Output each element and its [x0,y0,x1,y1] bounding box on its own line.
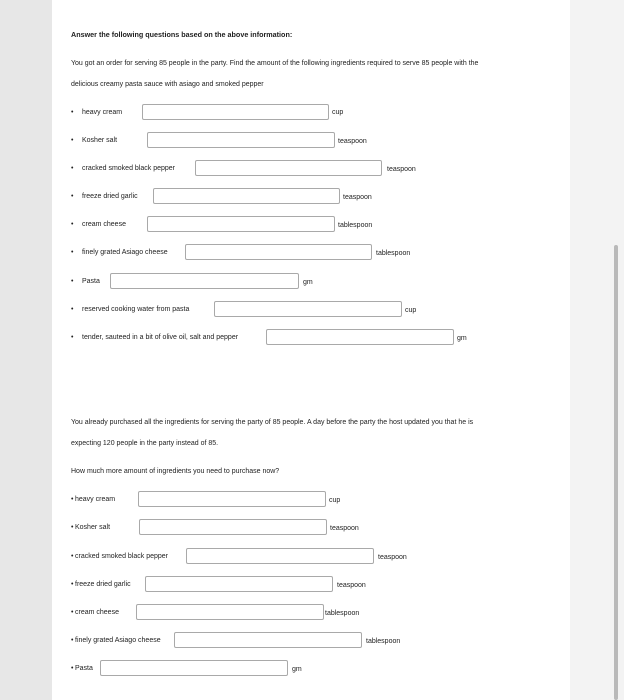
s1-kosher-salt-unit: teaspoon [338,138,367,145]
s2-item-label-garlic: freeze dried garlic [75,581,131,588]
s1-tender-input[interactable] [266,329,454,345]
s1-heavy-cream-input[interactable] [142,104,329,120]
s1-asiago-input[interactable] [185,244,372,260]
s2-cream-cheese-unit: tablespoon [325,610,360,617]
bullet-icon: • [71,334,74,341]
s2-black-pepper-unit: teaspoon [378,554,407,561]
bullet-icon: • [71,637,74,644]
s1-item-label-cooking-water: reserved cooking water from pasta [82,306,190,313]
s2-asiago-unit: tablespoon [366,638,401,645]
s2-black-pepper-input[interactable] [186,548,374,564]
s1-tender-unit: gm [457,335,467,342]
s2-item-label-asiago: finely grated Asiago cheese [75,637,161,644]
bullet-icon: • [71,609,74,616]
s1-asiago-unit: tablespoon [376,250,411,257]
bullet-icon: • [71,306,74,313]
s2-item-label-pasta: Pasta [75,665,93,672]
s2-heavy-cream-unit: cup [329,497,341,504]
s2-item-label-black-pepper: cracked smoked black pepper [75,553,168,560]
s1-item-label-heavy-cream: heavy cream [82,109,123,116]
s2-item-label-kosher-salt: Kosher salt [75,524,111,531]
s1-black-pepper-input[interactable] [195,160,382,176]
bullet-icon: • [71,165,74,172]
s1-garlic-input[interactable] [153,188,340,204]
s2-asiago-input[interactable] [174,632,362,648]
bullet-icon: • [71,553,74,560]
bullet-icon: • [71,193,74,200]
s1-item-label-pasta: Pasta [82,278,100,285]
bullet-icon: • [71,665,74,672]
s1-cooking-water-unit: cup [405,307,417,314]
s1-cream-cheese-unit: tablespoon [338,222,373,229]
bullet-icon: • [71,524,74,531]
s1-item-label-asiago: finely grated Asiago cheese [82,249,168,256]
bullet-icon: • [71,496,74,503]
s1-pasta-input[interactable] [110,273,299,289]
s2-kosher-salt-unit: teaspoon [330,525,359,532]
s1-item-label-garlic: freeze dried garlic [82,193,138,200]
bullet-icon: • [71,109,74,116]
s1-black-pepper-unit: teaspoon [387,166,416,173]
section2-question: How much more amount of ingredients you need to purchase now? [71,468,280,475]
s2-cream-cheese-input[interactable] [136,604,324,620]
s2-garlic-input[interactable] [145,576,333,592]
section2-intro-line2: expecting 120 people in the party instead of 85. [71,440,219,447]
s1-kosher-salt-input[interactable] [147,132,335,148]
s2-pasta-input[interactable] [100,660,288,676]
s1-item-label-black-pepper: cracked smoked black pepper [82,165,175,172]
bullet-icon: • [71,221,74,228]
bullet-icon: • [71,249,74,256]
s1-heavy-cream-unit: cup [332,109,344,116]
s2-pasta-unit: gm [292,666,302,673]
s1-item-label-kosher-salt: Kosher salt [82,137,118,144]
s1-cooking-water-input[interactable] [214,301,402,317]
vertical-scrollbar[interactable] [614,245,618,700]
s2-kosher-salt-input[interactable] [139,519,327,535]
s1-pasta-unit: gm [303,279,313,286]
section1-intro-line2: delicious creamy pasta sauce with asiago and smoked pepper [71,81,264,88]
bullet-icon: • [71,278,74,285]
s2-item-label-heavy-cream: heavy cream [75,496,116,503]
bullet-icon: • [71,137,74,144]
section2-intro-line1: You already purchased all the ingredients for serving the party of 85 people. A day before the party the host updated you that he is [71,419,474,426]
s1-item-label-cream-cheese: cream cheese [82,221,126,228]
s2-heavy-cream-input[interactable] [138,491,326,507]
section1-intro-line1: You got an order for serving 85 people in the party. Find the amount of the following ingredients required to serve 85 people with the [71,60,479,67]
s1-garlic-unit: teaspoon [343,194,372,201]
s2-item-label-cream-cheese: cream cheese [75,609,119,616]
s2-garlic-unit: teaspoon [337,582,366,589]
s1-item-label-tender: tender, sauteed in a bit of olive oil, salt and pepper [82,334,239,341]
bullet-icon: • [71,581,74,588]
s1-cream-cheese-input[interactable] [147,216,335,232]
section1-heading: Answer the following questions based on the above information: [71,30,293,39]
